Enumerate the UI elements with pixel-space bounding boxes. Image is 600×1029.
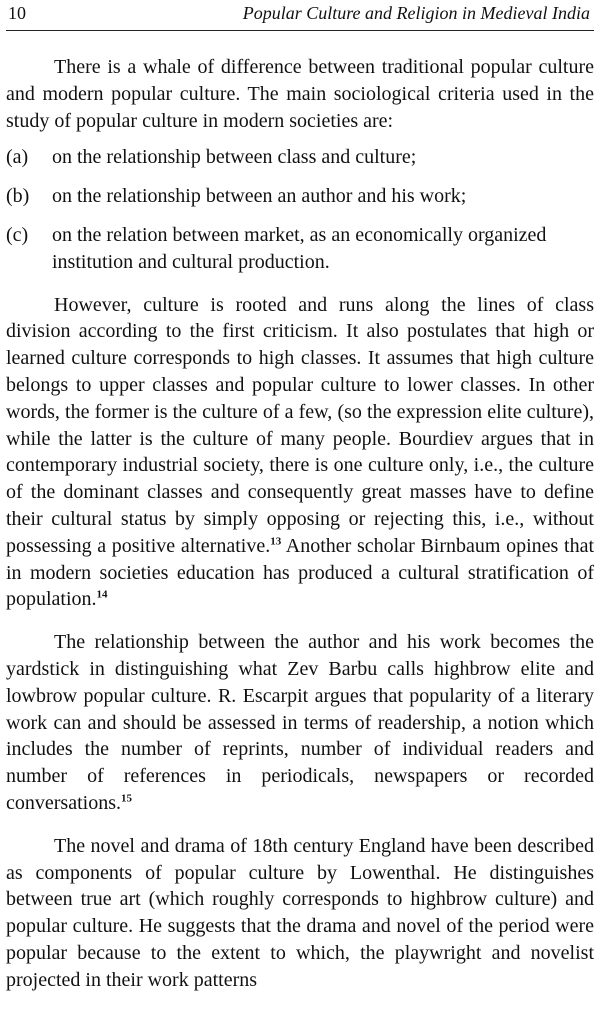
paragraph-intro: There is a whale of difference between traditional popular culture and modern popular culture. The main sociological criteria used in the study of popular culture in modern societies are:	[6, 56, 594, 132]
criteria-list	[6, 144, 594, 275]
paragraph-author-work-text: The relationship between the author and his work becomes the yardstick in distinguishing what Zev Barbu calls highbrow elite and lowbrow popular culture. R. Escarpit argues that popularity of a literary work can and should be assessed in terms of readership, a notion which includes the number of reprints, number of individual readers and number of references in periodicals, newspapers or recorded conversations.	[6, 631, 594, 814]
list-item	[6, 144, 594, 171]
footnote-ref-14: 14	[96, 588, 108, 601]
list-item-text: on the relationship between an author and his work;	[52, 185, 467, 208]
list-item	[6, 222, 594, 276]
running-title: Popular Culture and Religion in Medieval India	[242, 3, 590, 23]
paragraph-author-work	[6, 629, 594, 817]
footnote-ref-13: 13	[270, 535, 282, 548]
list-marker: (b)	[6, 185, 30, 208]
list-item-text: on the relationship between class and culture;	[52, 146, 417, 169]
list-marker: (c)	[6, 223, 29, 246]
running-head	[6, 0, 594, 31]
list-marker: (a)	[6, 146, 29, 169]
list-item-text: on the relation between market, as an economically organized institution and cultural production.	[52, 223, 547, 273]
paragraph-class-culture-text: However, culture is rooted and runs along the lines of class division according to the first criticism. It also postulates that high or learned culture corresponds to high classes. It assumes that high culture belongs to upper classes and popular culture to lower classes. In other words, the former is the culture of a few, (so the expression elite culture), while the latter is the culture of many people. Bourdiev argues that in contemporary industrial society, there is one culture only, i.e., the culture of the dominant classes and consequently great masses have to define their cultural status by simply opposing or rejecting this, i.e., without possessing a positive alternative.	[6, 293, 594, 557]
paragraph-class-culture	[6, 292, 594, 614]
footnote-ref-15: 15	[120, 792, 132, 805]
paragraph-novel-drama: The novel and drama of 18th century England have been described as components of popular culture by Lowenthal. He distinguishes between true art (which roughly corresponds to highbrow culture) and popular culture. He suggests that the drama and novel of the period were popular because to the extent to which, the playwright and novelist projected in their work patterns	[6, 834, 594, 991]
list-item	[6, 183, 594, 210]
page-number: 10	[8, 3, 26, 23]
paragraph-class-culture-cont: Another scholar Birnbaum opines that in modern societies education has produced a cultural stratification of population.	[6, 534, 595, 611]
body-text	[6, 54, 594, 994]
